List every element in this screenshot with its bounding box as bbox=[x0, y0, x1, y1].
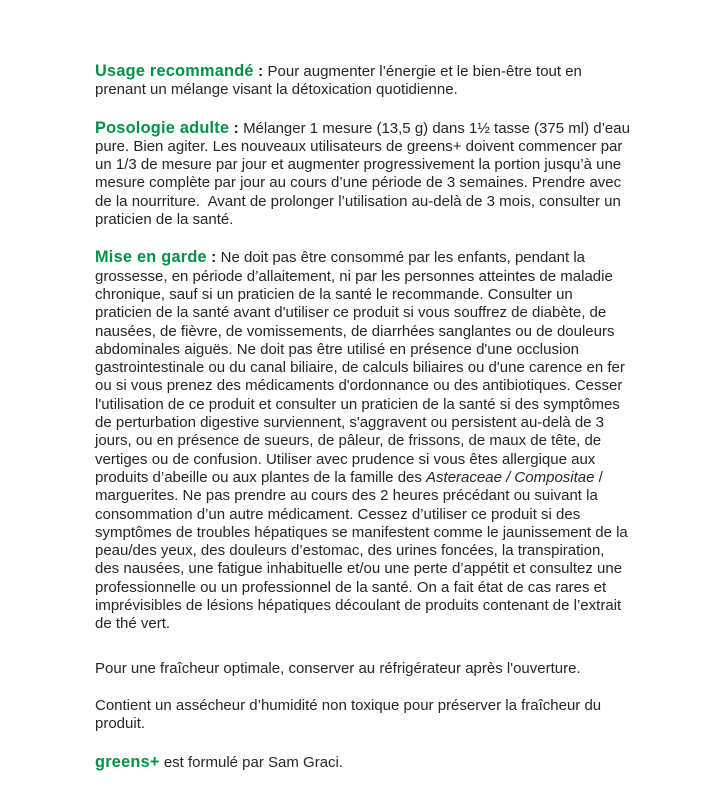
label-text-block bbox=[95, 62, 635, 791]
text-run: Mélanger 1 mesure (13,5 g) dans 1½ tasse (375 ml) d’eau pure. Bien agiter. Les nouveaux utilisateurs de greens+ doivent commencer par un 1/3 de mesure par jour et augmenter progressivement la portion jusqu’à une mesure complète par jour au cours d’une période de 3 semaines. Prendre avec de la nourriture. Avant de prolonger l’utilisation au-delà de 3 mois, consulter un praticien de la santé. bbox=[95, 119, 635, 229]
text-run: : bbox=[206, 249, 221, 267]
text-run: Contient un assécheur d’humidité non toxique pour préserver la fraîcheur du produit. bbox=[95, 696, 606, 733]
text-run: / marguerites. Ne pas prendre au cours des 2 heures précédant ou suivant la consommation d’un autre médicament. Cessez d’utiliser ce produit si des symptômes de troubles hépatiques se manifestent comme le jaunissement de la peau/des yeux, des douleurs d’estomac, des urines foncées, la transpiration, des nausées, une fatigue inhabituelle et/ou une perte d’appétit et consultez une professionnelle ou un professionnel de la santé. On a fait état de cas rares et imprévisibles de lésions hépatiques découlant de produits contenant de l’extrait de thé vert. bbox=[95, 468, 632, 633]
text-run: : bbox=[253, 63, 268, 80]
text-run: Pour une fraîcheur optimale, conserver au réfrigérateur après l'ouverture. bbox=[95, 659, 581, 677]
brand-name: greens+ bbox=[95, 752, 160, 771]
text-run: Pour augmenter l’énergie et le bien-être tout en prenant un mélange visant la détoxication quotidienne. bbox=[95, 63, 587, 99]
text-run: : bbox=[229, 119, 244, 137]
section-heading: Mise en garde bbox=[95, 248, 207, 267]
text-run: Asteraceae / Compositae bbox=[426, 468, 595, 486]
section-heading: Usage recommandé bbox=[95, 62, 254, 80]
paragraph-formule bbox=[95, 753, 632, 772]
text-run: Ne doit pas être consommé par les enfants, pendant la grossesse, en période d’allaitement, ni par les personnes atteintes de maladie chronique, sauf si un praticien de la santé le recommande. Consulter un praticien de la santé avant d'utiliser ce produit si vous souffrez de diabète, de nausées, de fièvre, de vomissements, de diarrhées sanglantes ou de douleurs abdominales aiguës. Ne doit pas être utilisé en présence d'une occlusion gastrointestinale ou du canal biliaire, de calculs biliaires ou d'une carence en fer ou si vous prenez des médicaments d'ordonnance ou des antibiotiques. Cesser l'utilisation de ce produit et consulter un praticien de la santé si des symptômes de perturbation digestive surviennent, s'aggravent ou persistent au-delà de 3 jours, ou en présence de sueurs, de pâleur, de frissons, de maux de tête, de vertiges ou de confusion. Utiliser avec prudence si vous êtes allergique aux produits d’abeille ou aux plantes de la famille des bbox=[95, 249, 630, 486]
paragraph-usage-recommande bbox=[95, 62, 632, 100]
text-run: est formulé par Sam Graci. bbox=[159, 753, 344, 771]
label-paragraphs bbox=[95, 62, 635, 772]
paragraph-posologie-adulte bbox=[95, 118, 635, 230]
paragraph-fraicheur bbox=[95, 660, 632, 678]
paragraph-assecheur bbox=[95, 697, 632, 734]
section-heading: Posologie adulte bbox=[95, 118, 230, 137]
paragraph-mise-en-garde bbox=[95, 248, 632, 633]
